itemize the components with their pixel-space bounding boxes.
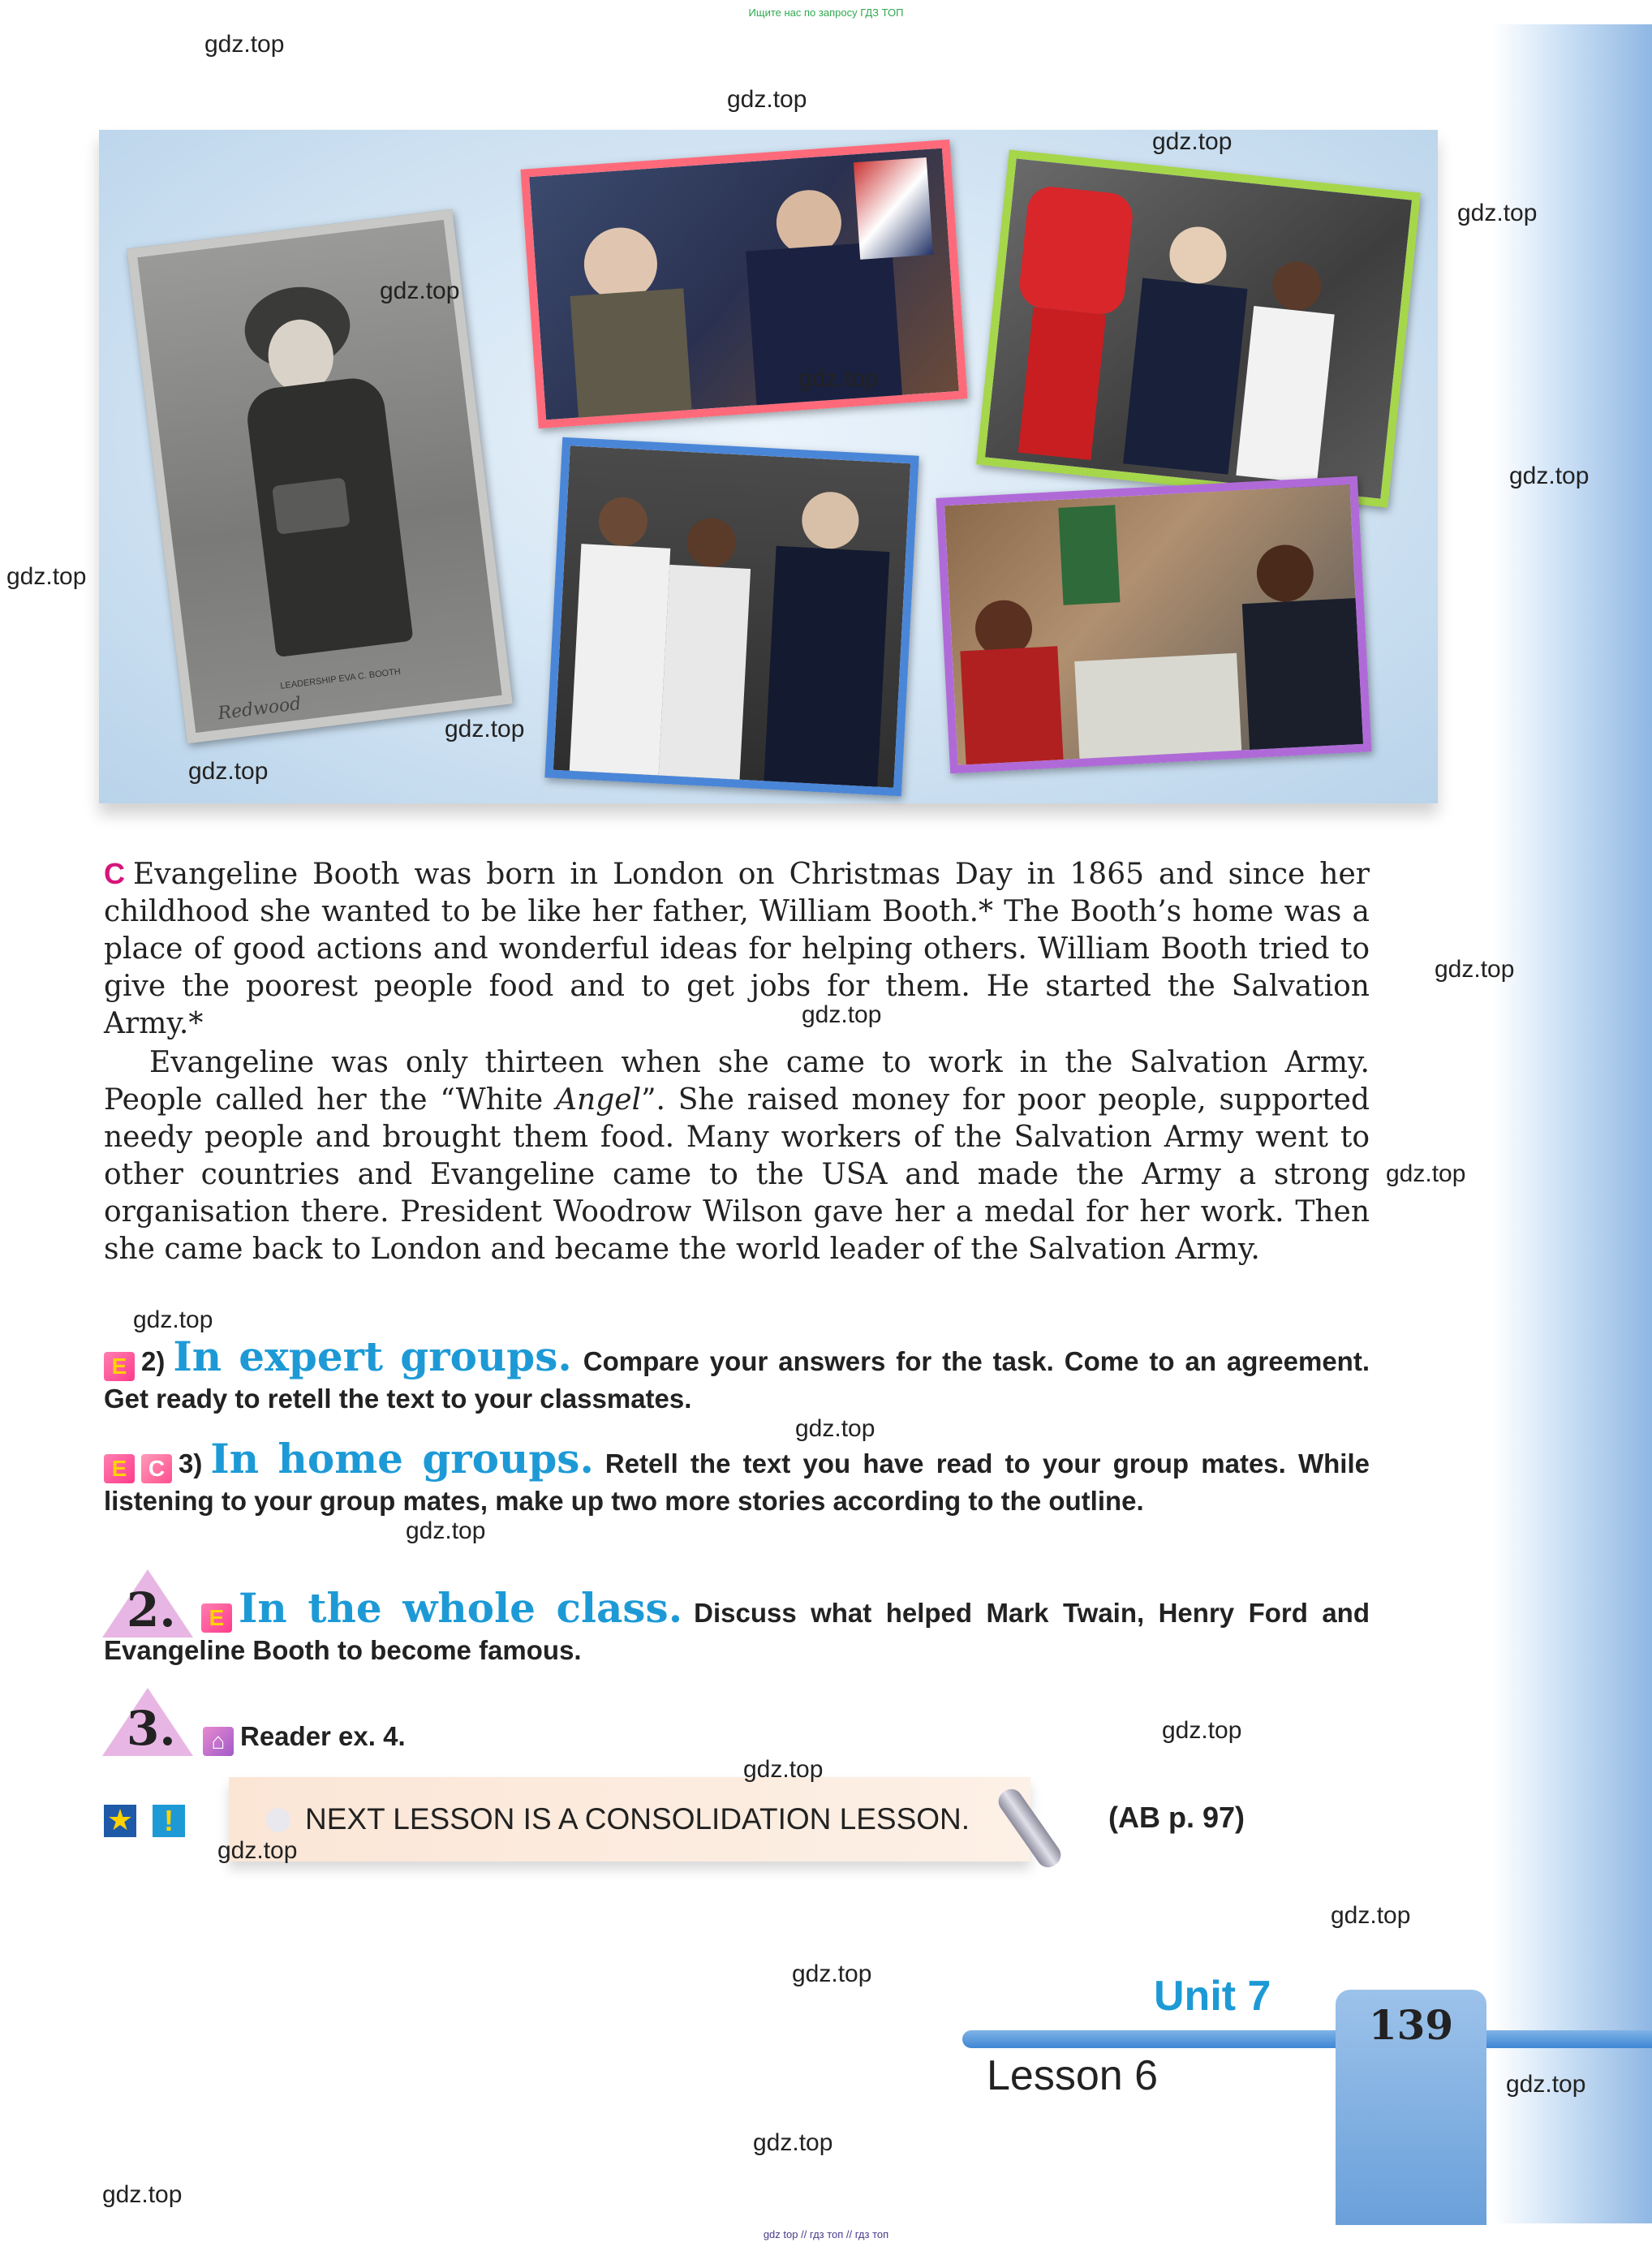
task-number: 3) <box>179 1448 203 1478</box>
watermark: gdz.top <box>802 1001 882 1028</box>
watermark: gdz.top <box>753 2129 833 2156</box>
handshake-photo-blue <box>544 437 918 796</box>
task-number: 2) <box>141 1346 166 1376</box>
page-number-tab <box>1336 1990 1486 2225</box>
award-photo-green <box>976 149 1421 507</box>
paragraph-1: Evangeline Booth was born in London on Christmas Day in 1865 and since her childhood she wanted to be like her father, William Booth.* The Booth’s home was a place of good actions and wonderful ideas for helping others. William Booth tried to give the poorest people food and to get jobs for them. He started the Salvation Army.* <box>104 858 1370 1040</box>
watermark: gdz.top <box>727 86 807 113</box>
task-heading: In home groups. <box>210 1435 594 1483</box>
watermark: gdz.top <box>743 1756 824 1783</box>
watermark: gdz.top <box>102 2181 183 2208</box>
portrait-caption: LEADERSHIP EVA C. BOOTH <box>279 666 402 691</box>
exercise-number: 2. <box>127 1582 176 1638</box>
watermark: gdz.top <box>445 716 525 742</box>
exercise-instructions: Reader ex. 4. <box>240 1721 406 1751</box>
paragraph-2b: ”. She raised money for poor people, supported needy people and brought them food. Many workers of the Salvation Army went to other countries and Evangeline came to the USA and made the Army a strong organisation there. President Woodrow Wilson gave her a medal for her work. Then she came back to London and became the world leader of the Salvation Army. <box>104 1083 1370 1266</box>
pen-icon <box>994 1784 1065 1871</box>
task-home-groups <box>104 1435 1370 1518</box>
watermark: gdz.top <box>795 1415 875 1442</box>
watermark: gdz.top <box>1162 1717 1242 1744</box>
watermark: gdz.top <box>133 1306 213 1333</box>
group-e-icon: E <box>104 1454 135 1483</box>
exercise-instructions: Discuss what helped Mark Twain, Henry Ford and Evangeline Booth to become famous. <box>104 1598 1370 1665</box>
watermark: gdz.top <box>380 278 460 304</box>
watermark: gdz.top <box>188 758 269 785</box>
watermark: gdz.top <box>406 1517 486 1544</box>
watermark: gdz.top <box>1457 200 1538 226</box>
watermark: gdz.top <box>1331 1902 1411 1929</box>
activity-book-reference: (AB p. 97) <box>1108 1801 1245 1834</box>
exercise-whole-class <box>104 1584 1370 1668</box>
watermark: gdz.top <box>1152 128 1233 155</box>
next-lesson-text: NEXT LESSON IS A CONSOLIDATION LESSON. <box>305 1802 970 1836</box>
next-lesson-note <box>229 1777 1030 1861</box>
watermark: gdz.top <box>1506 2071 1586 2098</box>
portrait-signature: Redwood <box>217 693 303 725</box>
paragraph-2a: Evangeline was only thirteen when she came to work in the Salvation Army. People called her the “White <box>104 1046 1370 1117</box>
bullet-dot-icon <box>266 1808 290 1832</box>
task-heading: In expert groups. <box>173 1332 572 1380</box>
watermark: gdz.top <box>217 1837 298 1864</box>
task-expert-groups <box>104 1332 1370 1416</box>
lesson-label: Lesson 6 <box>987 2052 1159 2099</box>
watermark: gdz.top <box>1386 1160 1466 1187</box>
task-instructions: Retell the text you have read to your group mates. While listening to your group mates, make up two more stories according to the outline. <box>104 1448 1370 1516</box>
exercise-heading: In the whole class. <box>239 1584 683 1632</box>
group-e-icon: E <box>104 1352 135 1381</box>
paragraph-2-emphasis: Angel <box>556 1083 642 1117</box>
task-instructions: Compare your answers for the task. Come to an agreement. Get ready to retell the text to your classmates. <box>104 1346 1370 1414</box>
top-note: Ищите нас по запросу ГДЗ ТОП <box>748 6 904 19</box>
watermark: gdz.top <box>1509 463 1590 489</box>
exercise-number: 3. <box>127 1701 176 1756</box>
group-e-icon: E <box>201 1603 232 1633</box>
watermark: gdz.top <box>204 31 285 58</box>
watermark: gdz.top <box>6 563 87 590</box>
watermark: gdz.top <box>1435 956 1515 983</box>
reading-text <box>104 855 1370 1268</box>
star-icon: ★ <box>104 1805 136 1837</box>
reader-house-icon: ⌂ <box>203 1727 234 1756</box>
group-c-icon: C <box>141 1454 172 1483</box>
kitchen-photo-purple <box>936 476 1371 774</box>
award-photo-red <box>520 140 967 428</box>
unit-label: Unit 7 <box>1154 1973 1271 2020</box>
exclamation-icon: ! <box>153 1805 185 1837</box>
bottom-note: gdz top // гдз топ // гдз топ <box>763 2228 889 2240</box>
watermark: gdz.top <box>792 1960 872 1987</box>
watermark: gdz.top <box>798 365 879 392</box>
page-edge-gradient <box>1493 24 1652 2223</box>
section-letter: C <box>104 857 125 890</box>
footer-bar <box>962 2030 1652 2048</box>
page-number: 139 <box>1368 2001 1454 2049</box>
exercise-reader <box>203 1719 852 1756</box>
photo-collage <box>99 130 1438 803</box>
